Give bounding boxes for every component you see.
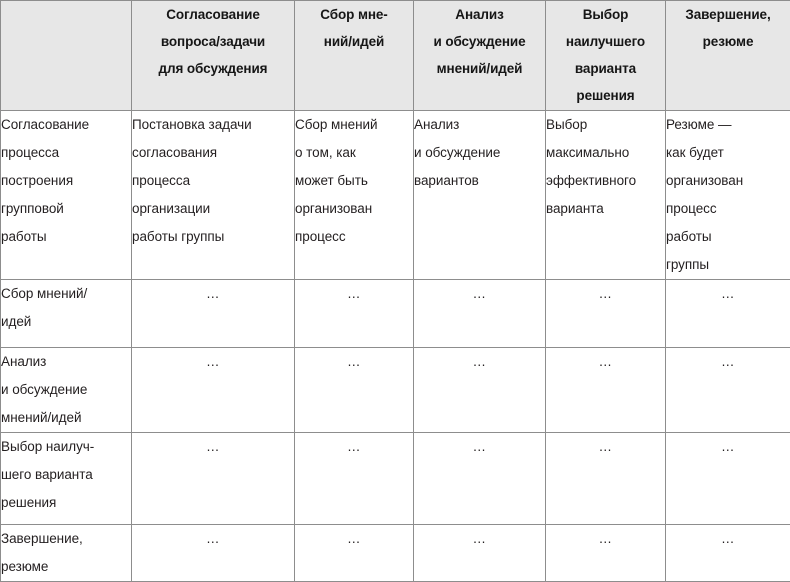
text-line: Анализ (1, 348, 131, 376)
text-line: мнений/идей (414, 55, 545, 82)
table-row (1, 348, 790, 433)
table-cell-ellipsis (132, 525, 295, 582)
text-line: решения (1, 489, 131, 517)
text-line: ний/идей (295, 28, 413, 55)
table-cell-ellipsis (546, 348, 666, 433)
text-line: резюме (1, 553, 131, 581)
text-line: и обсуждение (1, 376, 131, 404)
text-line: ... (299, 525, 409, 553)
text-line: процесс (295, 223, 413, 251)
text-line: ... (550, 525, 661, 553)
text-line: и обсуждение (414, 139, 545, 167)
text-line: Выбор наилуч- (1, 433, 131, 461)
text-line: ... (670, 348, 786, 376)
table-cell (132, 111, 295, 280)
table-cell-ellipsis (295, 348, 414, 433)
table-cell-ellipsis (132, 433, 295, 525)
text-line: групповой (1, 195, 131, 223)
table-cell-ellipsis (666, 525, 790, 582)
table-cell-ellipsis (666, 280, 790, 348)
text-line: согласования (132, 139, 294, 167)
text-line: наилучшего (546, 28, 665, 55)
text-line: вариантов (414, 167, 545, 195)
column-header-completion-summary (666, 1, 790, 111)
text-line: решения (546, 82, 665, 109)
table-cell-ellipsis (414, 525, 546, 582)
table-cell-ellipsis (414, 348, 546, 433)
text-line: организации (132, 195, 294, 223)
text-line: шего варианта (1, 461, 131, 489)
text-line: работы (1, 223, 131, 251)
header-corner-cell (1, 1, 132, 111)
text-line: Согласование (132, 1, 294, 28)
text-line: варианта (546, 195, 665, 223)
table-cell-ellipsis (295, 280, 414, 348)
text-line: Выбор (546, 1, 665, 28)
text-line: резюме (666, 28, 790, 55)
text-line: ... (136, 348, 290, 376)
text-line: ... (418, 280, 541, 308)
text-line: варианта (546, 55, 665, 82)
text-line: ... (550, 348, 661, 376)
text-line: ... (136, 433, 290, 461)
column-header-analysis-discussion (414, 1, 546, 111)
text-line: процесс (666, 195, 790, 223)
table-row (1, 433, 790, 525)
text-line: Завершение, (1, 525, 131, 553)
table-cell (414, 111, 546, 280)
text-line: работы (666, 223, 790, 251)
text-line: как будет (666, 139, 790, 167)
text-line: Выбор (546, 111, 665, 139)
row-header-agree-process (1, 111, 132, 280)
table-cell (295, 111, 414, 280)
table-cell-ellipsis (546, 433, 666, 525)
table-cell-ellipsis (546, 525, 666, 582)
text-line: группы (666, 251, 790, 279)
text-line: ... (418, 525, 541, 553)
column-header-collect-opinions (295, 1, 414, 111)
table-header (1, 1, 790, 111)
text-line: Анализ (414, 1, 545, 28)
text-line: максимально (546, 139, 665, 167)
text-line: процесса (132, 167, 294, 195)
table-cell-ellipsis (132, 348, 295, 433)
table-row (1, 111, 790, 280)
column-header-agree-question (132, 1, 295, 111)
column-header-best-option (546, 1, 666, 111)
text-line: ... (299, 348, 409, 376)
table-cell (666, 111, 790, 280)
text-line: организован (295, 195, 413, 223)
table-row (1, 525, 790, 582)
table-row (1, 280, 790, 348)
text-line: ... (299, 433, 409, 461)
text-line: мнений/идей (1, 404, 131, 432)
text-line: ... (299, 280, 409, 308)
table-body (1, 111, 790, 582)
text-line: организован (666, 167, 790, 195)
text-line: Резюме — (666, 111, 790, 139)
table-cell-ellipsis (666, 433, 790, 525)
table-cell-ellipsis (295, 433, 414, 525)
text-line: для обсуждения (132, 55, 294, 82)
row-header-completion-summary (1, 525, 132, 582)
table-cell-ellipsis (666, 348, 790, 433)
row-header-collect-opinions (1, 280, 132, 348)
text-line: Сбор мне- (295, 1, 413, 28)
text-line: эффективного (546, 167, 665, 195)
table-cell-ellipsis (414, 280, 546, 348)
table-cell-ellipsis (295, 525, 414, 582)
text-line: Сбор мнений (295, 111, 413, 139)
text-line: ... (550, 433, 661, 461)
text-line: ... (418, 433, 541, 461)
text-line: Согласование (1, 111, 131, 139)
text-line: ... (670, 433, 786, 461)
table-cell (546, 111, 666, 280)
table-cell-ellipsis (132, 280, 295, 348)
text-line: может быть (295, 167, 413, 195)
row-header-analysis-discussion (1, 348, 132, 433)
text-line: ... (550, 280, 661, 308)
text-line: ... (136, 525, 290, 553)
text-line: Завершение, (666, 1, 790, 28)
text-line: ... (418, 348, 541, 376)
header-row (1, 1, 790, 111)
text-line: ... (136, 280, 290, 308)
text-line: Анализ (414, 111, 545, 139)
table-cell-ellipsis (546, 280, 666, 348)
text-line: ... (670, 525, 786, 553)
text-line: построения (1, 167, 131, 195)
table-cell-ellipsis (414, 433, 546, 525)
text-line: работы группы (132, 223, 294, 251)
text-line: о том, как (295, 139, 413, 167)
text-line: и обсуждение (414, 28, 545, 55)
text-line: Сбор мнений/ (1, 280, 131, 308)
text-line: процесса (1, 139, 131, 167)
row-header-best-option (1, 433, 132, 525)
text-line: ... (670, 280, 786, 308)
text-line: идей (1, 308, 131, 336)
text-line: Постановка задачи (132, 111, 294, 139)
text-line: вопроса/задачи (132, 28, 294, 55)
